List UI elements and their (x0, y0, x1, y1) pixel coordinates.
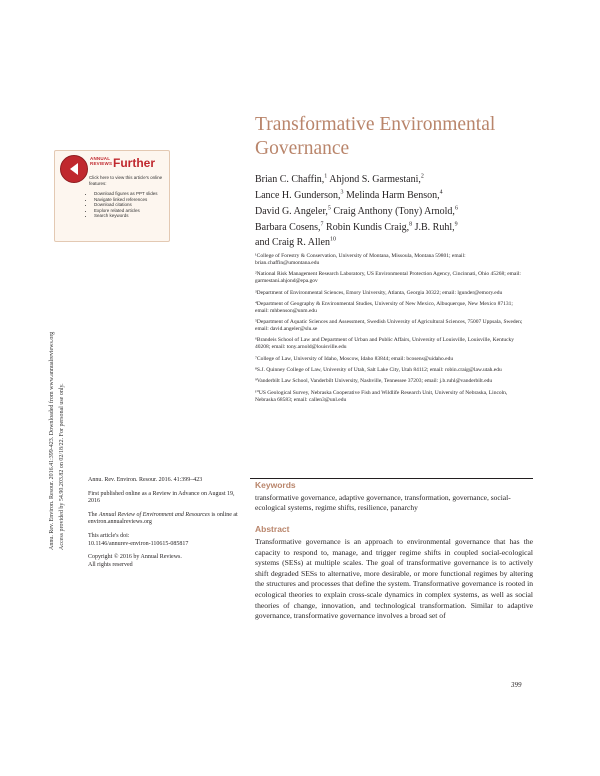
abstract-text: Transformative governance is an approach to environmental governance that has the capacity to respond to, manage, and trigger regime shifts in coupled social-ecological systems (SESs) at multiple scales. The goal of transformative governance is to actively shift degraded SESs to alternative, more desirable, or more functional regimes by altering the structures and processes that define the system. Transformative governance is rooted in ecological theories to explain cross-scale dynamics in complex systems, as well as social theories of change, innovation, and technological transformation. Similar to adaptive governance, transformative governance involves a broad set of (255, 537, 533, 621)
author: J.B. Ruhl,$^9$ (414, 221, 458, 233)
journal-info (88, 477, 238, 575)
author: Melinda Harm Benson,$^4$ (346, 189, 443, 202)
further-item[interactable]: • Explore related articles (94, 208, 157, 214)
affiliation: ⁶Brandeis School of Law and Department of Urban and Public Affairs, University of Louisville, Louisville, Kentucky 40208; email: tony.arnold@louisville.edu (255, 337, 515, 351)
affiliation: ⁹Vanderbilt Law School, Vanderbilt University, Nashville, Tennessee 37203; email: j.b.ruhl@vanderbilt.edu (255, 378, 493, 385)
further-intro[interactable]: Click here to view this article's online features: (89, 175, 163, 186)
author: Ahjond S. Garmestani,$^2$ (329, 174, 424, 186)
affiliation: ⁴Department of Geography & Environmental Studies, University of New Mexico, Albuquerque, New Mexico 87131; email: mhbenson@unm.edu (255, 300, 513, 314)
keywords-text: transformative governance, adaptive governance, transformation, governance, social-ecological systems, regime shifts, resilience, panarchy (255, 493, 511, 512)
page-number: 399 (511, 681, 522, 689)
affiliation: ¹College of Forestry & Conservation, University of Montana, Missoula, Montana 59801; email: brian.chaffin@umontana.edu (255, 253, 466, 266)
affiliation: ¹⁰US Geological Survey, Nebraska Cooperative Fish and Wildlife Research Unit, University of Nebraska, Lincoln, Nebraska 68583; email: callen3@unl.edu (255, 389, 508, 403)
abstract-heading: Abstract (255, 524, 290, 534)
keywords-heading: Keywords (255, 480, 296, 490)
title-line2: Governance (255, 138, 350, 159)
author: and Craig R. Allen$^{10}$ (255, 236, 336, 249)
further-item[interactable]: • Search keywords (94, 213, 157, 219)
further-list (89, 191, 157, 219)
affiliation: ²National Risk Management Research Laboratory, US Environmental Protection Agency, Cincinnati, Ohio 45268; email: garmestani.ahjond@epa.gov (255, 271, 521, 285)
author: Brian C. Chaffin,$^1$ (255, 174, 328, 186)
brand-line1: ANNUAL (90, 156, 111, 161)
title-line1: Transformative Environmental (255, 114, 496, 135)
further-box[interactable] (54, 150, 170, 242)
citation: Annu. Rev. Environ. Resour. 2016. 41:399–423 (88, 477, 203, 483)
affiliation: ⁵Department of Aquatic Sciences and Assessment, Swedish University of Agricultural Sciences, 75007 Uppsala, Sweden; email: david.angeler@slu.se (255, 319, 523, 333)
author: Lance H. Gunderson,$^3$ (255, 189, 344, 202)
author: Craig Anthony (Tony) Arnold,$^6$ (333, 205, 458, 217)
author: Robin Kundis Craig,$^8$ (326, 221, 413, 233)
online-info: The Annual Review of Environment and Resources is online at environ.annualreviews.org (88, 511, 238, 526)
affiliation: ⁸S.J. Quinney College of Law, University of Utah, Salt Lake City, Utah 84112; email: robin.craig@law.utah.edu (255, 367, 502, 374)
doi-link[interactable]: 10.1146/annurev-environ-110615-085817 (88, 540, 189, 547)
further-item[interactable]: • Download figures as PPT slides (94, 191, 157, 197)
affiliation-list (255, 253, 527, 408)
first-published: First published online as a Review in Advance on August 19, 2016 (88, 490, 235, 505)
play-icon[interactable] (60, 155, 88, 183)
affiliation: ³Department of Environmental Sciences, Emory University, Atlanta, Georgia 30322; email: lgunder@emory.edu (255, 289, 503, 296)
author: Barbara Cosens,$^7$ (255, 221, 324, 233)
doi-block: This article's doi: 10.1146/annurev-environ-110615-085817 (88, 532, 189, 547)
further-item[interactable]: • Navigate linked references (94, 197, 157, 203)
copyright: Copyright © 2016 by Annual Reviews. All rights reserved (88, 554, 182, 568)
further-word: Further (113, 156, 155, 170)
author: David G. Angeler,$^5$ (255, 205, 331, 217)
article-title (255, 113, 555, 161)
section-divider (250, 478, 533, 479)
download-note (44, 250, 84, 550)
annual-reviews-brand (90, 156, 112, 166)
author-list (255, 171, 555, 250)
further-item[interactable]: • Download citations (94, 202, 157, 208)
affiliation: ⁷College of Law, University of Idaho, Moscow, Idaho 83844; email: bcosens@uidaho.edu (255, 355, 454, 362)
download-note-line1: Annu. Rev. Environ. Resour. 2016.41:399-423. Downloaded from www.annualreviews.org (49, 331, 55, 550)
brand-line2: REVIEWS (90, 161, 113, 166)
download-note-line2: Access provided by 54.90.203.82 on 02/18/22. For personal use only. (59, 383, 65, 550)
